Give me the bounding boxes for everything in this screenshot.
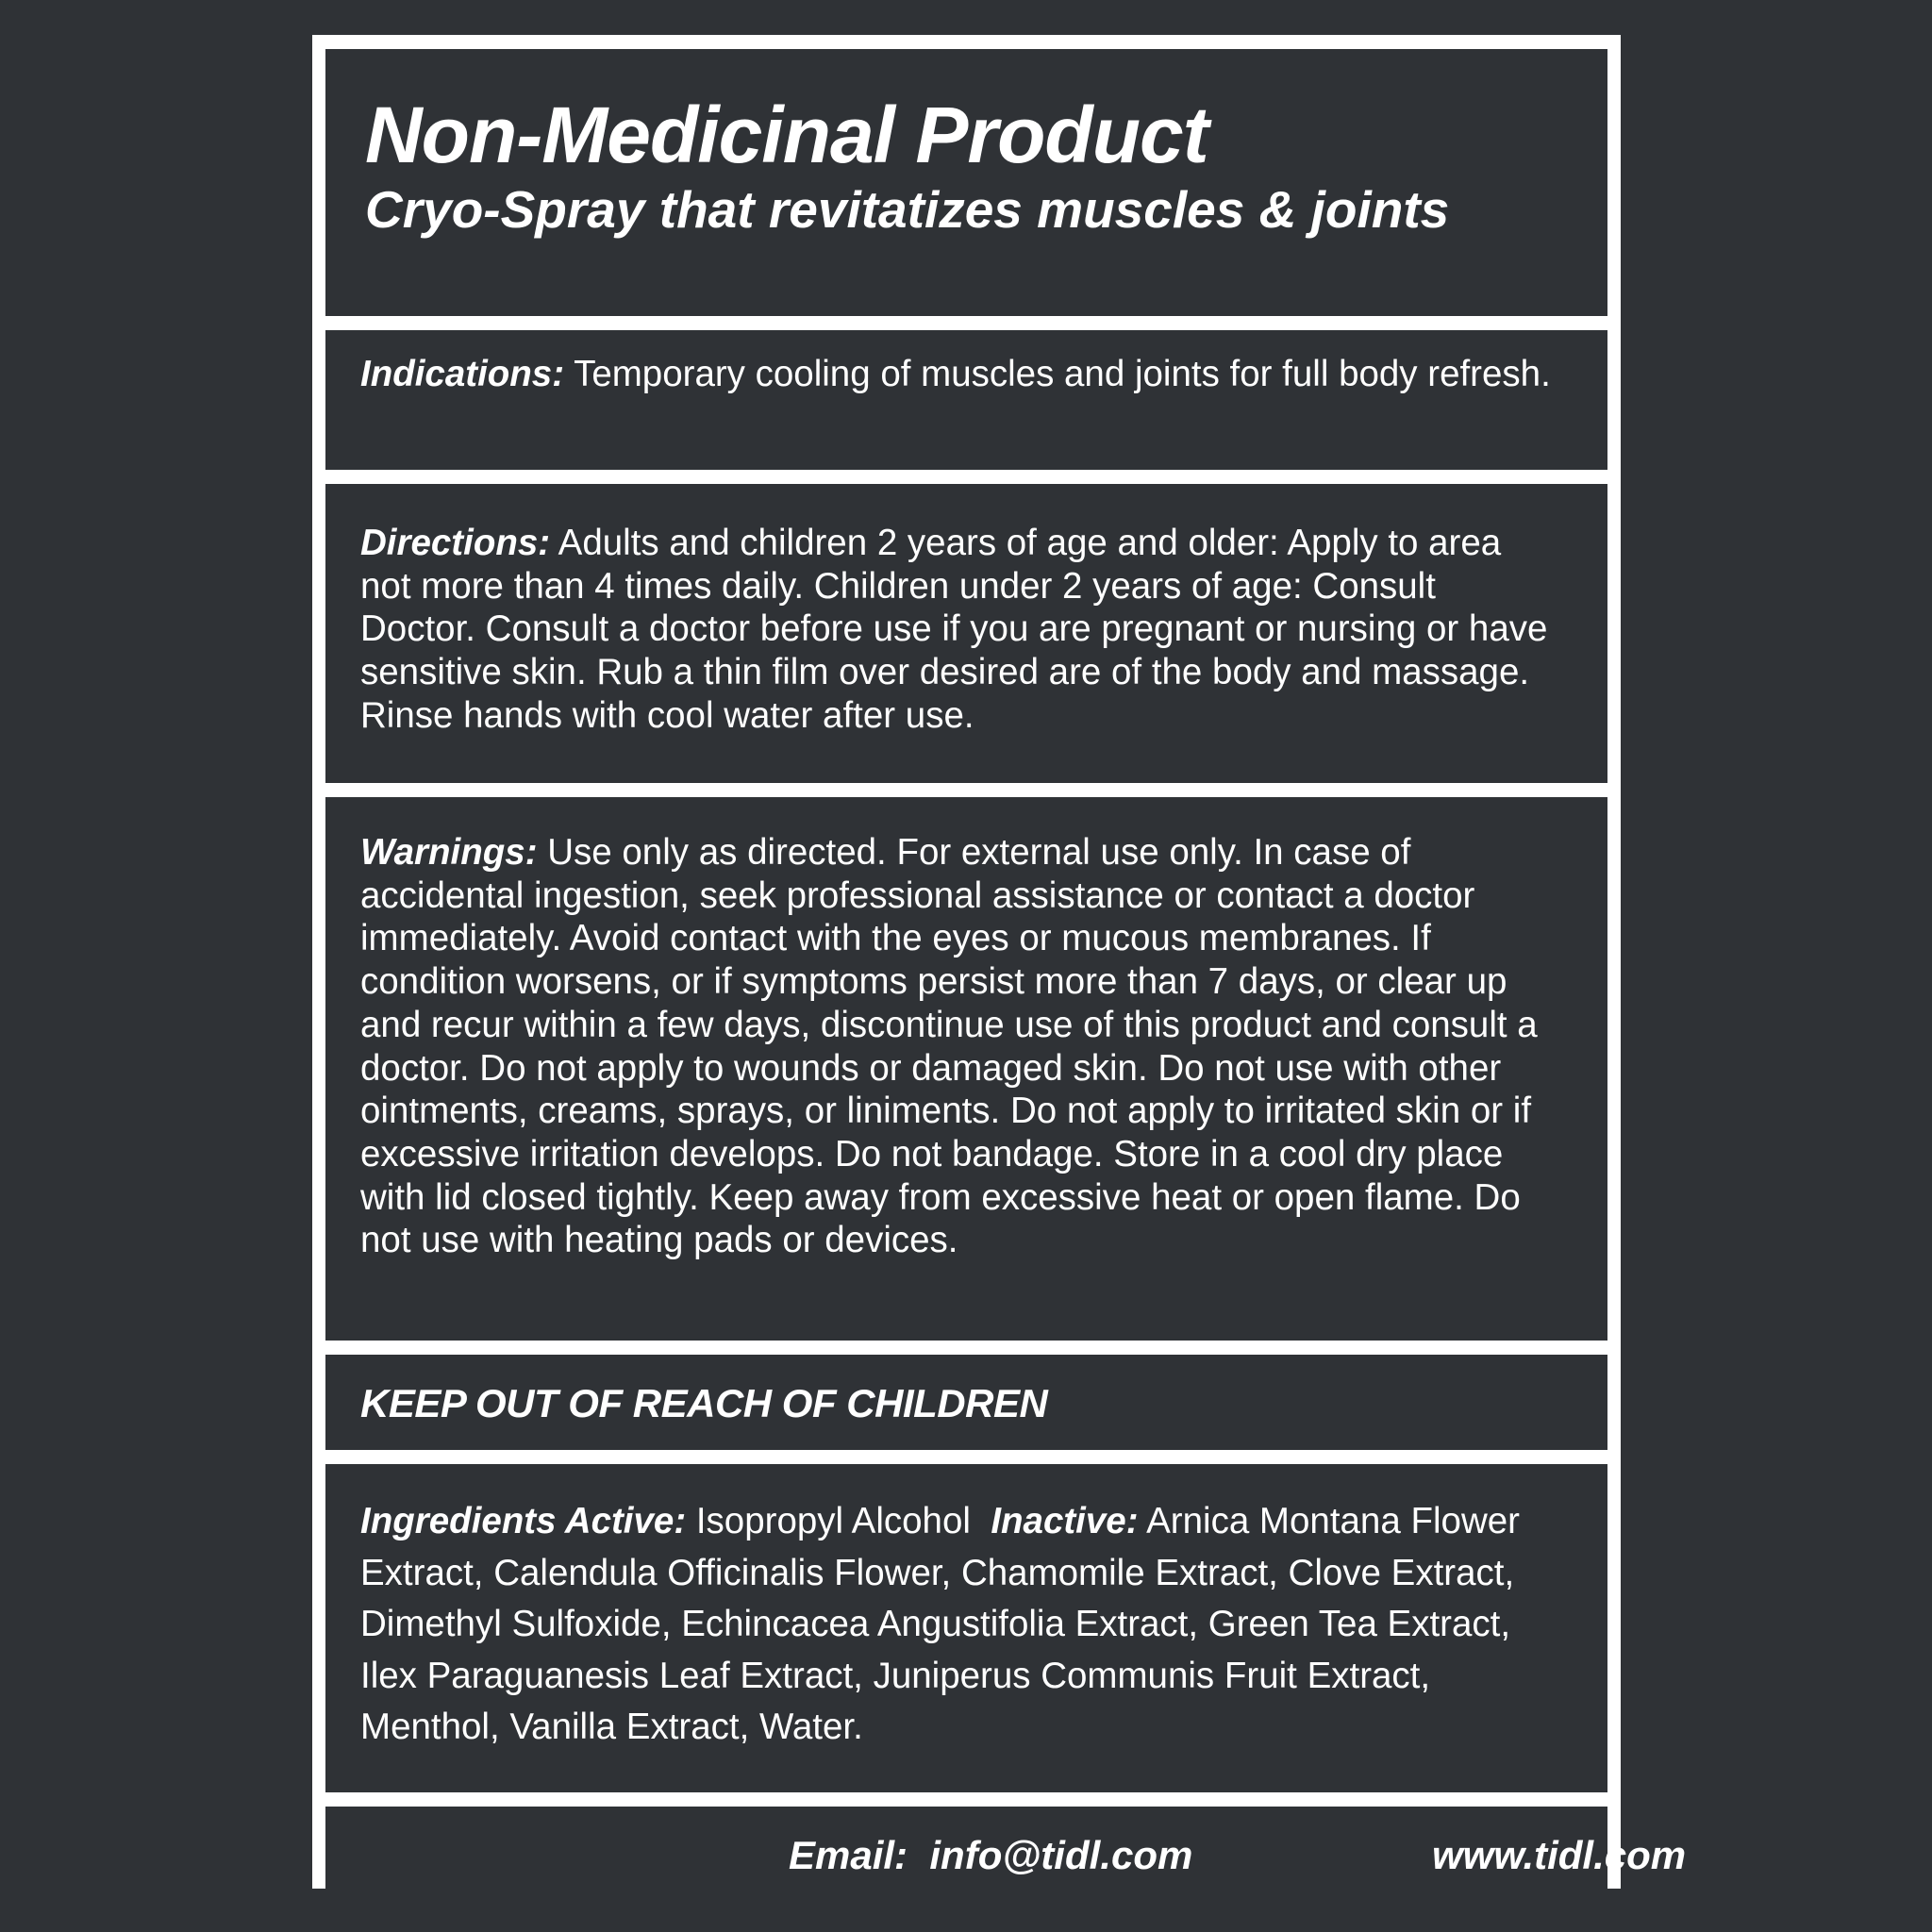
ingredients-inactive-heading: Inactive:	[991, 1501, 1139, 1541]
keep-out-warning: KEEP OUT OF REACH OF CHILDREN	[360, 1381, 1048, 1425]
ingredients-panel	[325, 1464, 1607, 1792]
indications-panel	[325, 330, 1607, 470]
indications-text: Temporary cooling of muscles and joints for full body refresh.	[574, 354, 1551, 394]
keep-out-panel	[325, 1355, 1607, 1450]
email-label: Email:	[789, 1833, 908, 1877]
indications-heading: Indications:	[360, 354, 565, 394]
directions-panel	[325, 484, 1607, 783]
ingredients-active-text: Isopropyl Alcohol	[695, 1501, 971, 1541]
warnings-heading: Warnings:	[360, 832, 538, 873]
website-address: www.tidl.com	[1432, 1833, 1687, 1877]
indications-paragraph	[360, 353, 1560, 396]
ingredients-paragraph	[360, 1496, 1570, 1754]
product-label	[312, 35, 1687, 1889]
directions-text: Adults and children 2 years of age and older: Apply to area not more than 4 times daily. Children under 2 years of age: Consult Doctor. Consult a doctor before use if you are pregnant or nursing or have sensitive skin. Rub a thin film over desired are of the body and massage. Rinse hands with cool water after use.	[360, 523, 1548, 736]
warnings-panel	[325, 797, 1607, 1341]
product-title: Non-Medicinal Product	[365, 91, 1208, 179]
email-line	[789, 1833, 1192, 1878]
product-subtitle: Cryo-Spray that revitatizes muscles & joints	[365, 180, 1450, 239]
email-address: info@tidl.com	[929, 1833, 1193, 1877]
ingredients-inactive-text: Arnica Montana Flower Extract, Calendula Officinalis Flower, Chamomile Extract, Clove Extract, Dimethyl Sulfoxide, Echincacea Angustifolia Extract, Green Tea Extract, Ilex Paraguanesis Leaf Extract, Juniperus Communis Fruit Extract, Menthol, Vanilla Extract, Water.	[360, 1501, 1520, 1747]
contact-panel	[325, 1807, 1687, 1909]
ingredients-active-heading: Ingredients Active:	[360, 1501, 687, 1541]
warnings-text: Use only as directed. For external use only. In case of accidental ingestion, seek professional assistance or contact a doctor immediately. Avoid contact with the eyes or mucous membranes. If condition worsens, or if symptoms persist more than 7 days, or clear up and recur within a few days, discontinue use of this product and consult a doctor. Do not apply to wounds or damaged skin. Do not use with other ointments, creams, sprays, or liniments. Do not apply to irritated skin or if excessive irritation develops. Do not bandage. Store in a cool dry place with lid closed tightly. Keep away from excessive heat or open flame. Do not use with heating pads or devices.	[360, 832, 1538, 1261]
directions-heading: Directions:	[360, 523, 551, 563]
directions-paragraph	[360, 522, 1560, 738]
header-panel	[325, 49, 1607, 316]
warnings-paragraph	[360, 831, 1560, 1262]
